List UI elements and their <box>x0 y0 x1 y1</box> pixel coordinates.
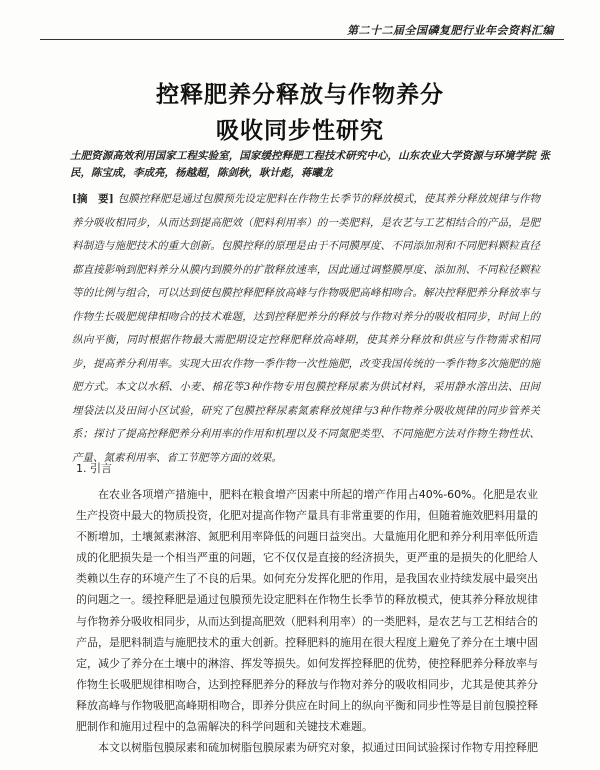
body-paragraph: 在农业各项增产措施中，肥料在粮食增产因素中所起的增产作用占40%-60%。化肥是农业生产投资中最大的物质投资，化肥对提高作物产量具有非常重要的作用，但随着施效肥料用量的不断增加，土壤氮素淋溶、氮肥利用率降低的问题日益突出。大量施用化肥和养分利用率低所造成的化肥损失是一个相当严重的问题，它不仅仅是直接的经济损失，更严重的是损失的化肥给人类赖以生存的环境产生了不良的后果。如何充分发挥化肥的作用，是我国农业持续发展中最突出的问题之一。缓控释肥是通过包膜预先设定肥料在作物生长季节的释放模式，使其养分释放规律与作物养分吸收相同步，从而达到提高肥效（肥料利用率）的一类肥料，是农艺与工艺相结合的产品，是肥料制造与施肥技术的重大创新。控释肥料的施用在很大程度上避免了养分在土壤中固定，减少了养分在土壤中的淋溶、挥发等损失。如何发挥控释肥的优势，使控释肥养分释放率与作物生长吸肥规律相吻合，达到控释肥养分的释放与作物对养分的吸收相同步，尤其是使其养分释放高峰与作物吸肥高峰期相吻合，即养分供应在时间上的纵向平衡和同步性等是目前包膜控释肥制作和施用过程中的急需解决的科学问题和关键技术难题。 <box>76 488 538 734</box>
body-text <box>76 484 538 758</box>
running-head: 第二十二届全国磷复肥行业年会资料汇编 <box>347 24 554 37</box>
header-rule <box>40 39 564 40</box>
abstract <box>72 188 540 470</box>
paper-title-line-1: 控释肥养分释放与作物养分 <box>156 82 444 108</box>
abstract-text: 包膜控释肥是通过包膜预先设定肥料在作物生长季节的释放模式，使其养分释放规律与作物养分吸收相同步，从而达到提高肥效（肥料利用率）的一类肥料，是农艺与工艺相结合的产品，是肥料制造与施肥技术的重大创新。包膜控释的原理是由于不同膜厚度、不同添加剂和不同肥料颗粒直径都直接影响到肥料养分从膜内到膜外的扩散释放速率，因此通过调整膜厚度、添加剂、不同粒径颗粒等的比例与组合，可以达到使包膜控释肥释放高峰与作物吸肥高峰相吻合。解决控释肥养分释放率与作物生长吸肥规律相吻合的技术难题，达到控释肥养分的释放与作物对养分的吸收相同步，时间上的纵向平衡，同时根据作物最大需肥期设定控释肥释放高峰期，使其养分释放和供应与作物需求相同步，提高养分利用率。实现大田农作物一季作物一次性施肥，改变我国传统的一季作物多次施肥的施肥方式。本文以水稻、小麦、棉花等3种作物专用包膜控释尿素为供试材料，采用静水溶出法、田间埋袋法以及田间小区试验，研究了包膜控释尿素氮素释放规律与3种作物养分吸收规律的同步管养关系；探讨了提高控释肥养分利用率的作用和机理以及不同氮肥类型、不同施肥方法对作物生物性状、产量、氮素利用率、省工节肥等方面的效果。 <box>72 193 540 464</box>
paper-title-line-2: 吸收同步性研究 <box>216 118 384 144</box>
section-heading-introduction: 1. 引言 <box>76 462 112 475</box>
author-affiliation: 土肥资源高效利用国家工程实验室，国家缓控释肥工程技术研究中心，山东农业大学资源与环境学院 张民，陈宝成，李成亮，杨越超，陈剑秋，耿计彪，蒋曦龙 <box>70 150 550 179</box>
abstract-label: [摘 要] <box>72 193 114 205</box>
body-paragraph: 本文以树脂包膜尿素和硫加树脂包膜尿素为研究对象，拟通过田间试验探讨作物专用控释肥 <box>98 741 538 755</box>
